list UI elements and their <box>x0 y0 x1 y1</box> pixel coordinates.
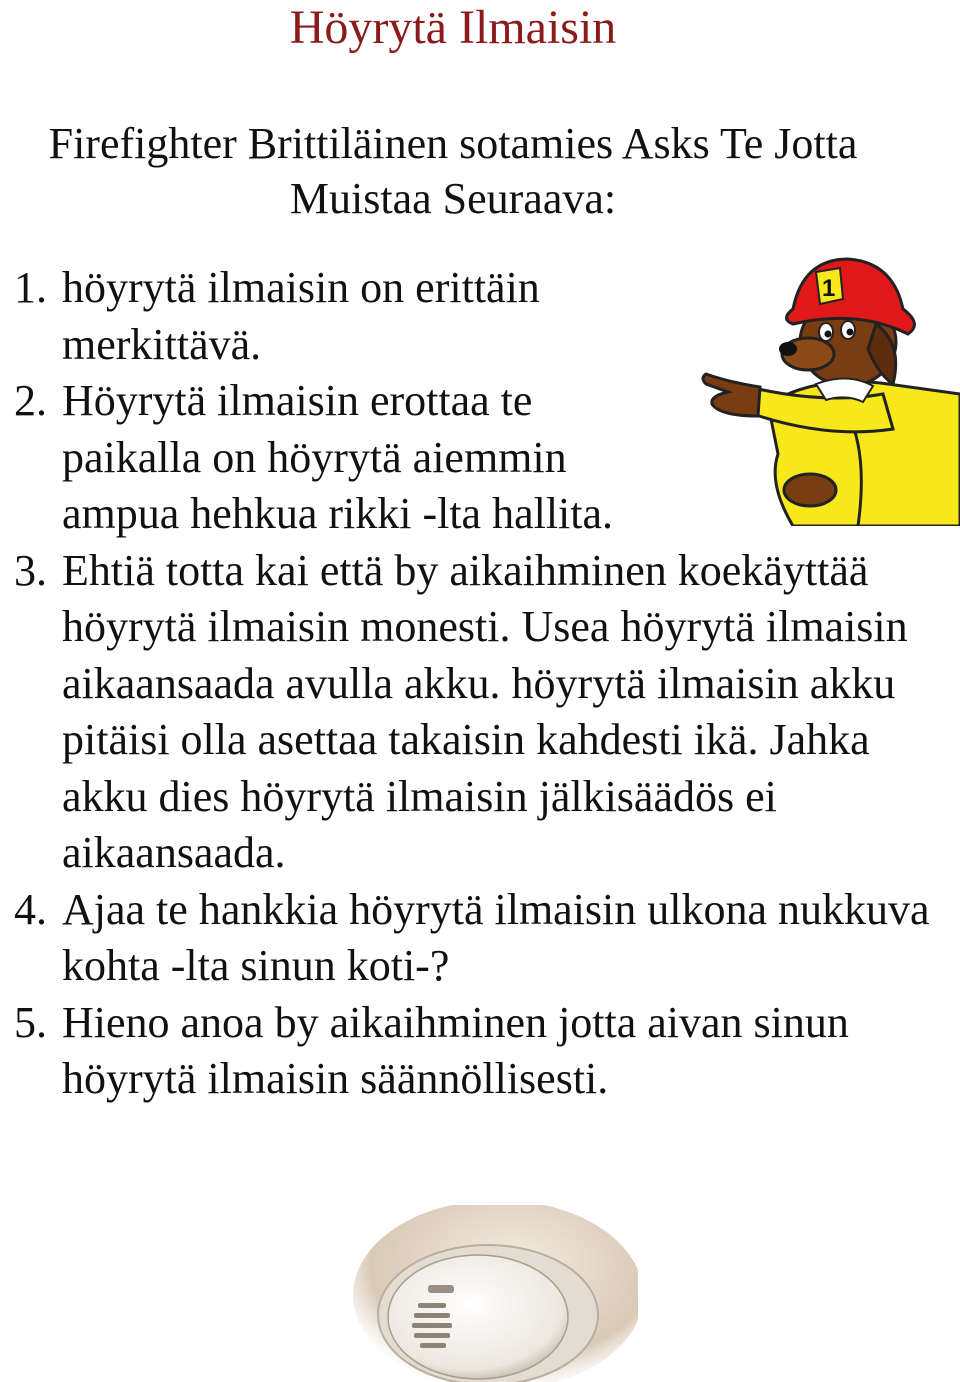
item-text: höyrytä ilmaisin on erittäin merkittävä. <box>62 263 540 369</box>
test-button <box>428 1285 454 1293</box>
item-number: 1. <box>14 263 47 312</box>
page-title: Höyrytä Ilmaisin <box>289 1 617 54</box>
intro-text: Firefighter Brittiläinen sotamies Asks Te Jotta Muistaa Seuraava: <box>48 119 858 223</box>
pointing-paw <box>703 374 760 416</box>
vent-slot <box>412 1323 452 1328</box>
item-text: Ehtiä totta kai että by aikaihminen koekäyttää höyrytä ilmaisin monesti. Usea höyrytä ilmaisin aikaansaada avulla akku. höyrytä ilmaisin akku pitäisi olla asettaa takaisin kahdesti ikä. Jahka akku dies höyrytä ilmaisin jälkisäädös ei aikaansaada. <box>62 545 908 877</box>
lower-paw <box>784 474 836 506</box>
smoke-detector-photo <box>348 1205 638 1382</box>
item-text: Höyrytä ilmaisin erottaa te paikalla on höyrytä aiemmin ampua hehkua rikki -lta hallita. <box>62 376 614 538</box>
item-number: 5. <box>14 997 47 1047</box>
list-item <box>0 882 960 995</box>
vent-slot <box>420 1343 446 1348</box>
vent-slot <box>414 1333 450 1338</box>
list-item <box>0 543 960 882</box>
list-item <box>0 995 960 1108</box>
vent-slot <box>418 1303 446 1308</box>
item-number: 2. <box>14 376 47 425</box>
item-number: 3. <box>14 545 47 595</box>
dog-nose <box>779 342 797 356</box>
helmet-number: 1 <box>822 275 836 302</box>
vent-slot <box>414 1313 450 1318</box>
item-number: 4. <box>14 884 47 934</box>
item-text: Hieno anoa by aikaihminen jotta aivan sinun höyrytä ilmaisin säännöllisesti. <box>62 997 849 1103</box>
item-text: Ajaa te hankkia höyrytä ilmaisin ulkona nukkuva kohta -lta sinun koti-? <box>62 884 930 990</box>
firefighter-dog-illustration <box>698 254 960 526</box>
